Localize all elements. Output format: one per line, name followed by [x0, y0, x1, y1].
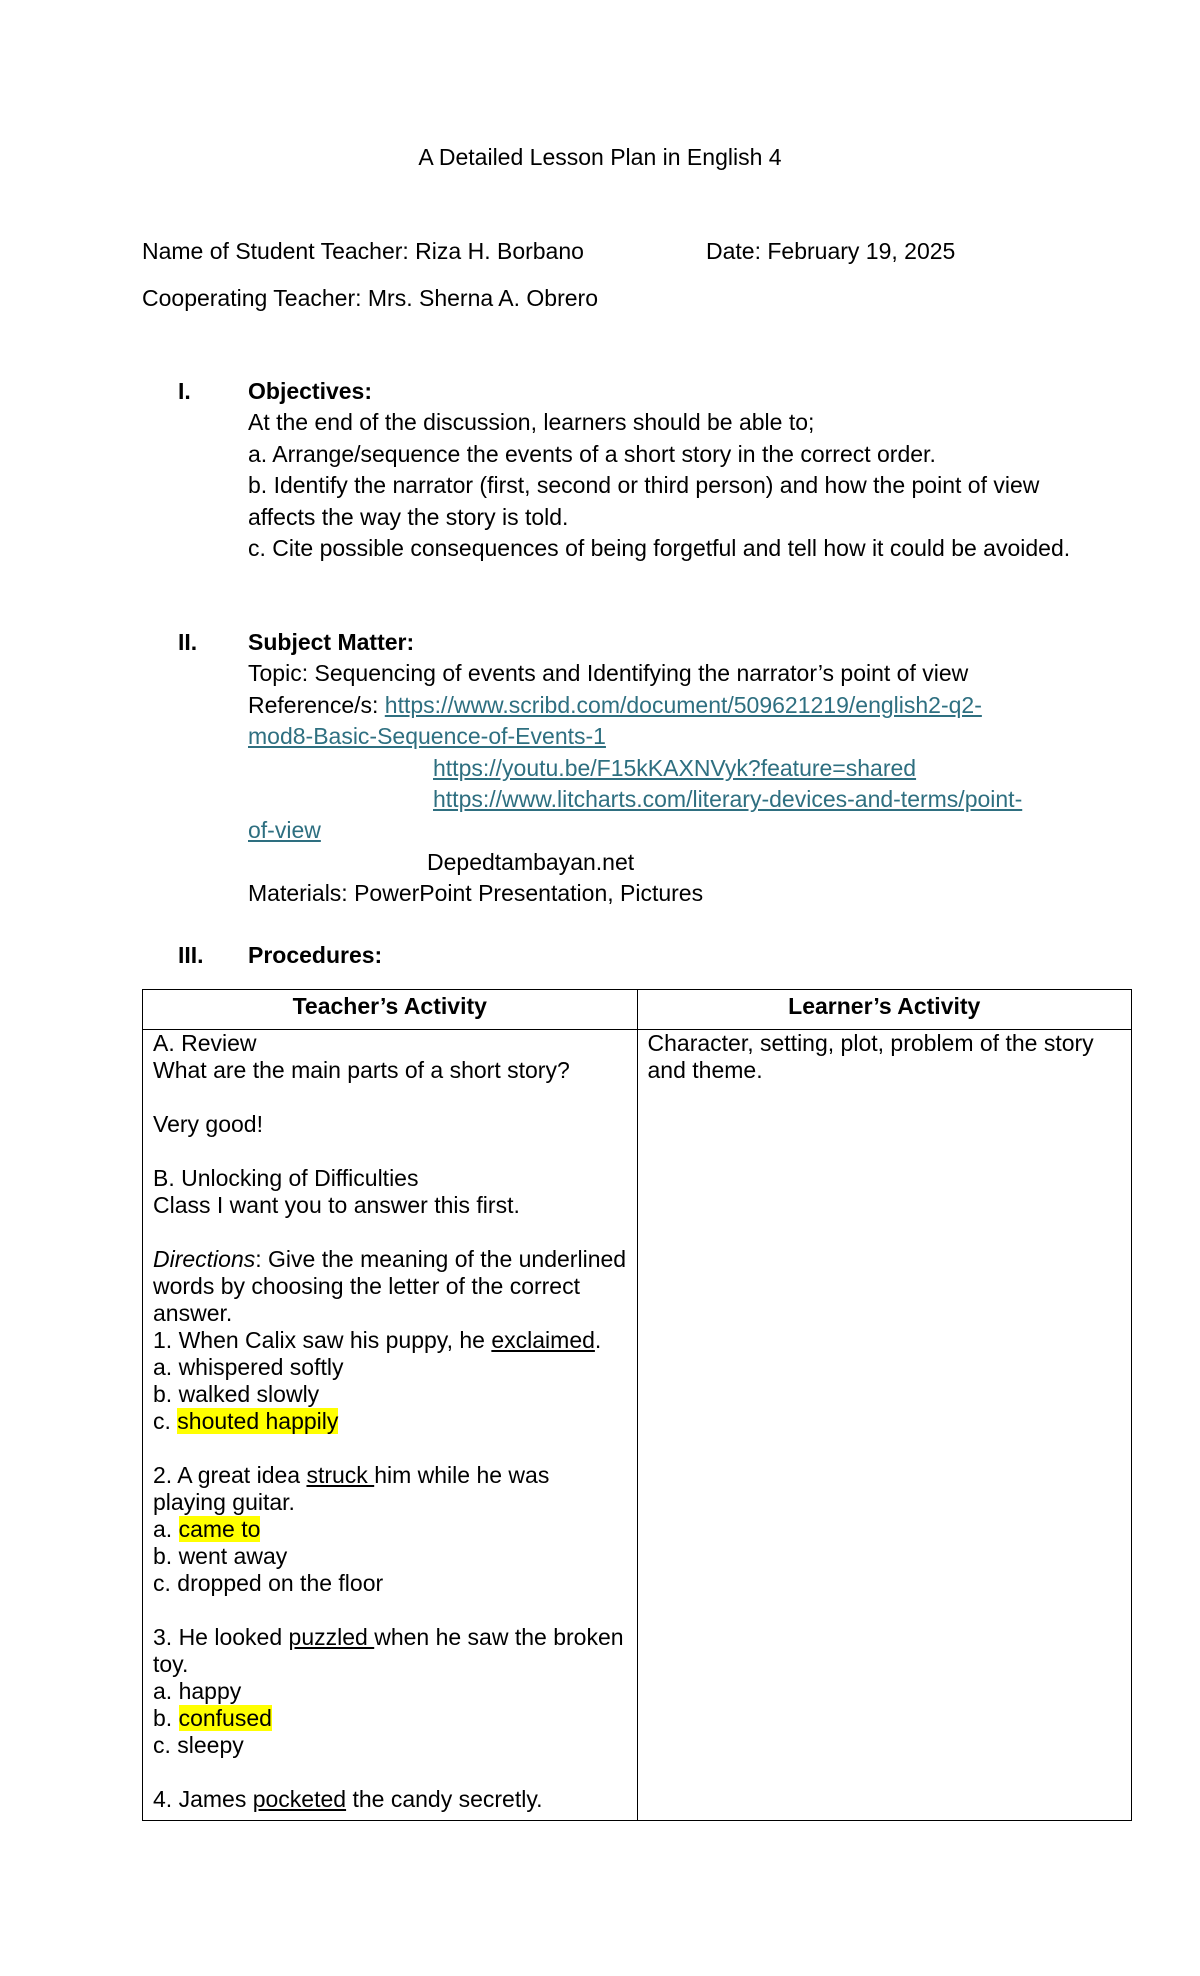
- underlined-word: puzzled: [288, 1624, 375, 1650]
- review-title: A. Review: [153, 1030, 257, 1056]
- subject-matter-section: [248, 627, 1088, 910]
- table-row: [143, 1030, 1132, 1821]
- highlighted-answer: shouted happily: [177, 1408, 339, 1434]
- underlined-word: pocketed: [252, 1786, 347, 1812]
- date-line: Date: February 19, 2025: [706, 238, 956, 264]
- question-1: 1. When Calix saw his puppy, he exclaimed.: [153, 1327, 602, 1353]
- directions-text: Directions: Give the meaning of the underlined words by choosing the letter of the correct answer.: [153, 1246, 627, 1326]
- subject-matter-heading: Subject Matter:: [248, 629, 415, 655]
- objectives-intro: At the end of the discussion, learners should be able to;: [248, 409, 815, 436]
- reference-line-4: Depedtambayan.net: [427, 848, 635, 875]
- objective-item: b. Identify the narrator (first, second or third person) and how the point of view affects the way the story is told.: [248, 472, 1040, 530]
- procedures-table: [142, 989, 1132, 1821]
- question-2: 2. A great idea struck him while he was playing guitar.: [153, 1462, 550, 1515]
- learner-activity-cell: [637, 1030, 1132, 1821]
- choice-correct: c. shouted happily: [153, 1408, 339, 1434]
- objectives-heading: Objectives:: [248, 378, 372, 404]
- document-title: A Detailed Lesson Plan in English 4: [418, 144, 782, 170]
- procedures-number: III.: [178, 942, 204, 968]
- highlighted-answer: confused: [178, 1705, 272, 1731]
- highlighted-answer: came to: [178, 1516, 261, 1542]
- table-header-row: [143, 990, 1132, 1030]
- subject-matter-number: II.: [178, 629, 198, 655]
- learner-answer: Character, setting, plot, problem of the story and theme.: [647, 1030, 1094, 1083]
- topic-line: Topic: Sequencing of events and Identifying the narrator’s point of view: [248, 660, 969, 687]
- procedures-heading: Procedures:: [248, 942, 383, 968]
- reference-link-scribd[interactable]: https://www.scribd.com/document/509621219/english2-q2-mod8-Basic-Sequence-of-Events-1: [248, 691, 982, 750]
- reference-label: Reference/s:: [248, 691, 385, 718]
- objectives-number: I.: [178, 378, 191, 404]
- reference-line-3: [248, 784, 1048, 847]
- underlined-word: struck: [306, 1462, 375, 1488]
- very-good-text: Very good!: [153, 1111, 263, 1137]
- choice: b. walked slowly: [153, 1381, 320, 1407]
- student-teacher-line: Name of Student Teacher: Riza H. Borbano: [142, 238, 584, 264]
- unlocking-intro: Class I want you to answer this first.: [153, 1192, 520, 1218]
- reference-link-youtube[interactable]: https://youtu.be/F15kKAXNVyk?feature=shared: [433, 754, 917, 781]
- underlined-word: exclaimed: [491, 1327, 595, 1353]
- teacher-activity-header: Teacher’s Activity: [143, 990, 638, 1030]
- cooperating-teacher-line: Cooperating Teacher: Mrs. Sherna A. Obrero: [142, 285, 598, 311]
- choice: a. happy: [153, 1678, 242, 1704]
- reference-line-1: [248, 690, 1018, 753]
- reference-link-litcharts[interactable]: https://www.litcharts.com/literary-devices-and-terms/point-of-view: [248, 786, 1023, 844]
- procedures-section: [248, 940, 1088, 971]
- choice: c. sleepy: [153, 1732, 244, 1758]
- objectives-section: [248, 376, 1088, 564]
- directions-label: Directions: [153, 1246, 256, 1272]
- choice-correct: a. came to: [153, 1516, 261, 1542]
- objective-item: a. Arrange/sequence the events of a short story in the correct order.: [248, 440, 936, 467]
- question-4: 4. James pocketed the candy secretly.: [153, 1786, 543, 1812]
- review-question: What are the main parts of a short story?: [153, 1057, 570, 1083]
- learner-activity-header: Learner’s Activity: [637, 990, 1132, 1030]
- choice: b. went away: [153, 1543, 288, 1569]
- objective-item: c. Cite possible consequences of being forgetful and tell how it could be avoided.: [248, 535, 1071, 562]
- choice: c. dropped on the floor: [153, 1570, 384, 1596]
- teacher-activity-cell: [143, 1030, 638, 1821]
- question-3: 3. He looked puzzled when he saw the broken toy.: [153, 1624, 624, 1677]
- choice-correct: b. confused: [153, 1705, 272, 1731]
- materials-line: Materials: PowerPoint Presentation, Pictures: [248, 880, 704, 907]
- reference-line-2: [248, 753, 1088, 784]
- choice: a. whispered softly: [153, 1354, 344, 1380]
- unlocking-title: B. Unlocking of Difficulties: [153, 1165, 419, 1191]
